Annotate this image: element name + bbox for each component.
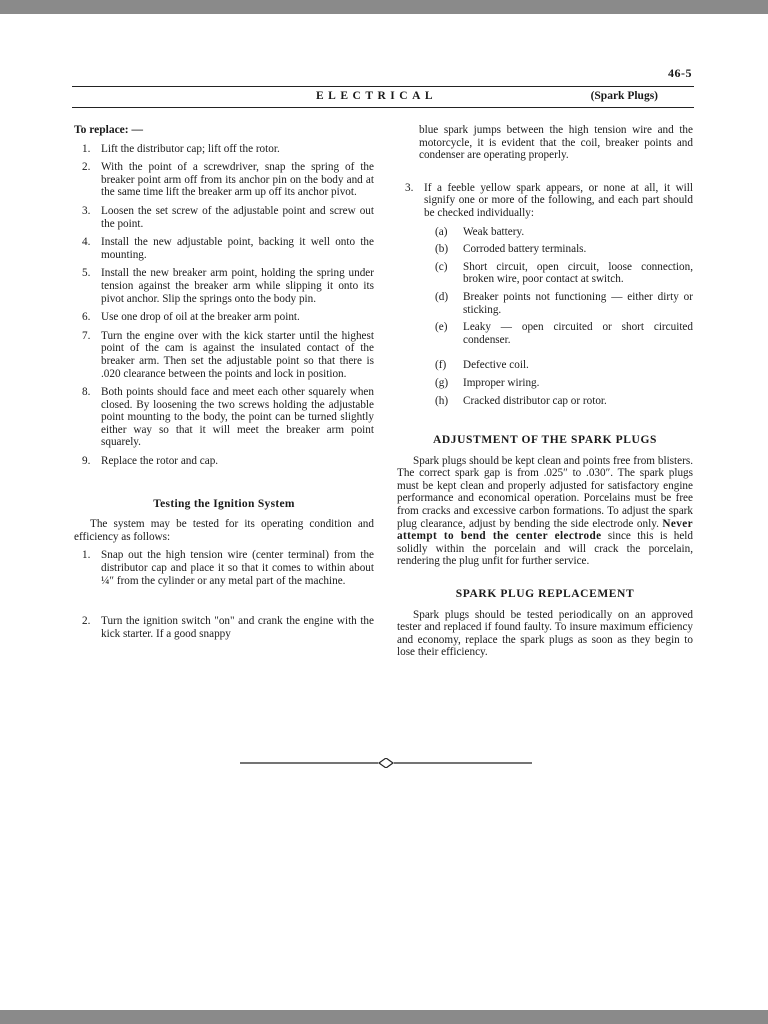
item-number: 3. [405,181,414,194]
adjustment-heading: ADJUSTMENT OF THE SPARK PLUGS [432,434,657,447]
item-number: 5. [82,267,91,280]
sub-list-item [397,321,693,346]
list-item [74,143,374,156]
item-number: 7. [82,329,91,342]
item-number: 8. [82,386,91,399]
item-text: Loosen the set screw of the adjustable point and screw out the point. [101,204,374,230]
sub-list-item [397,226,693,239]
replacement-heading: SPARK PLUG REPLACEMENT [455,588,635,601]
list-item [74,386,374,449]
item-text: Snap out the high tension wire (center terminal) from the distributor cap and place it so that it comes to within about ¼″ from the cylinder or any metal part of the machine. [101,549,374,587]
viewer-bottom-bar [0,1010,768,1024]
list-item [397,182,693,220]
page-number: 46-5 [668,66,692,80]
list-item [74,205,374,230]
sub-list-item [397,243,693,256]
header-subsection-title: (Spark Plugs) [590,90,658,102]
list-item [74,549,374,587]
list-item [74,330,374,380]
list-item [74,236,374,261]
item-number: 1. [82,142,91,155]
sub-item-text: Corroded battery terminals. [463,243,587,256]
list-item [74,311,374,324]
sub-list-item [397,395,693,408]
sub-list-item [397,291,693,316]
sub-item-text: Short circuit, open circuit, loose connection, broken wire, poor contact at switch. [463,260,693,286]
sub-item-label: (e) [435,321,448,334]
running-header [0,90,768,106]
replacement-text: Spark plugs should be tested periodically on an approved tester and replaced if found faulty. To insure maximum efficiency and economy, replace the spark plugs as soon as they begin to lose their efficiency. [397,608,693,659]
list-item [74,267,374,305]
item-number: 3. [82,204,91,217]
item-number: 6. [82,311,91,324]
header-rule-top [72,86,694,87]
adjustment-text-after: since this is held solidly within the porcelain and will crack the porcelain, rendering the plug unfit for further service. [397,530,694,568]
left-column [74,124,374,646]
sub-item-text: Defective coil. [463,359,529,372]
ornament-divider [240,758,532,768]
item-number: 2. [82,615,91,628]
header-section-title: ELECTRICAL [316,90,438,102]
adjustment-text [397,455,693,568]
item-text: Install the new breaker arm point, holding the spring under tension against the breaker arm while slipping it onto its pivot anchor. Slip the springs onto the body pin. [101,267,374,305]
sub-item-text: Cracked distributor cap or rotor. [463,394,607,407]
item-number: 4. [82,236,91,249]
item-number: 2. [82,161,91,174]
sub-item-label: (b) [435,243,449,256]
sub-item-text: Breaker points not functioning — either dirty or sticking. [463,290,693,316]
sub-list-item [397,359,693,372]
testing-heading: Testing the Ignition System [153,497,295,510]
sub-item-text: Weak battery. [463,225,525,238]
list-item [74,161,374,199]
sub-list-item [397,261,693,286]
viewer-top-bar [0,0,768,14]
list-item [74,615,374,640]
item-text: Both points should face and meet each other squarely when closed. By loosening the two screws holding the adjustable point mounting to the body, the point can be turned slightly either way so that it will meet the breaker arm point squarely. [101,386,374,449]
item-text: Replace the rotor and cap. [101,455,219,468]
item-text: Lift the distributor cap; lift off the rotor. [101,142,280,155]
item-text: If a feeble yellow spark appears, or none at all, it will signify one or more of the following, and each part should be checked individually: [424,181,693,219]
item-text: Use one drop of oil at the breaker arm point. [101,311,300,324]
continued-text: blue spark jumps between the high tension wire and the motorcycle, it is evident that the coil, breaker points and condenser are operating properly. [419,124,693,162]
sub-item-label: (c) [435,260,448,273]
to-replace-label: To replace: — [74,124,143,136]
sub-item-label: (a) [435,225,448,238]
sub-item-text: Improper wiring. [463,376,540,389]
sub-item-text: Leaky — open circuited or short circuited condenser. [463,321,693,346]
adjustment-warning: Never attempt to bend the center electrode [397,517,693,543]
list-item [74,455,374,468]
item-text: Turn the engine over with the kick starter until the highest point of the cam is against the insulated contact of the breaker arm. Then set the adjustable point so that there is .020 clearance between the points and lock in position. [101,329,374,380]
item-number: 9. [82,455,91,468]
header-rule-bottom [72,107,694,108]
adjustment-text-before: Spark plugs should be kept clean and points free from blisters. The correct spark gap is from .025″ to .030″. The spark plugs must be kept clean and properly adjusted for satisfactory engine performance and economical operation. Porcelains must be free from cracks and excessive carbon formations. To adjust the spark plug clearance, adjust by bending the side electrode only. [397,454,693,530]
sub-list-item [397,377,693,390]
item-text: Turn the ignition switch "on" and crank the engine with the kick starter. If a good snappy [101,615,374,640]
sub-item-label: (d) [435,290,449,303]
sub-item-label: (h) [435,394,449,407]
item-text: Install the new adjustable point, backing it well onto the mounting. [101,236,374,261]
testing-intro: The system may be tested for its operating condition and efficiency as follows: [74,518,374,543]
sub-item-label: (g) [435,376,449,389]
item-text: With the point of a screwdriver, snap the spring of the breaker point arm off from its anchor pin on the body and at the same time lift the breaker arm up off its anchor pivot. [101,161,374,199]
sub-item-label: (f) [435,359,447,372]
item-number: 1. [82,549,91,562]
right-column [397,124,693,665]
